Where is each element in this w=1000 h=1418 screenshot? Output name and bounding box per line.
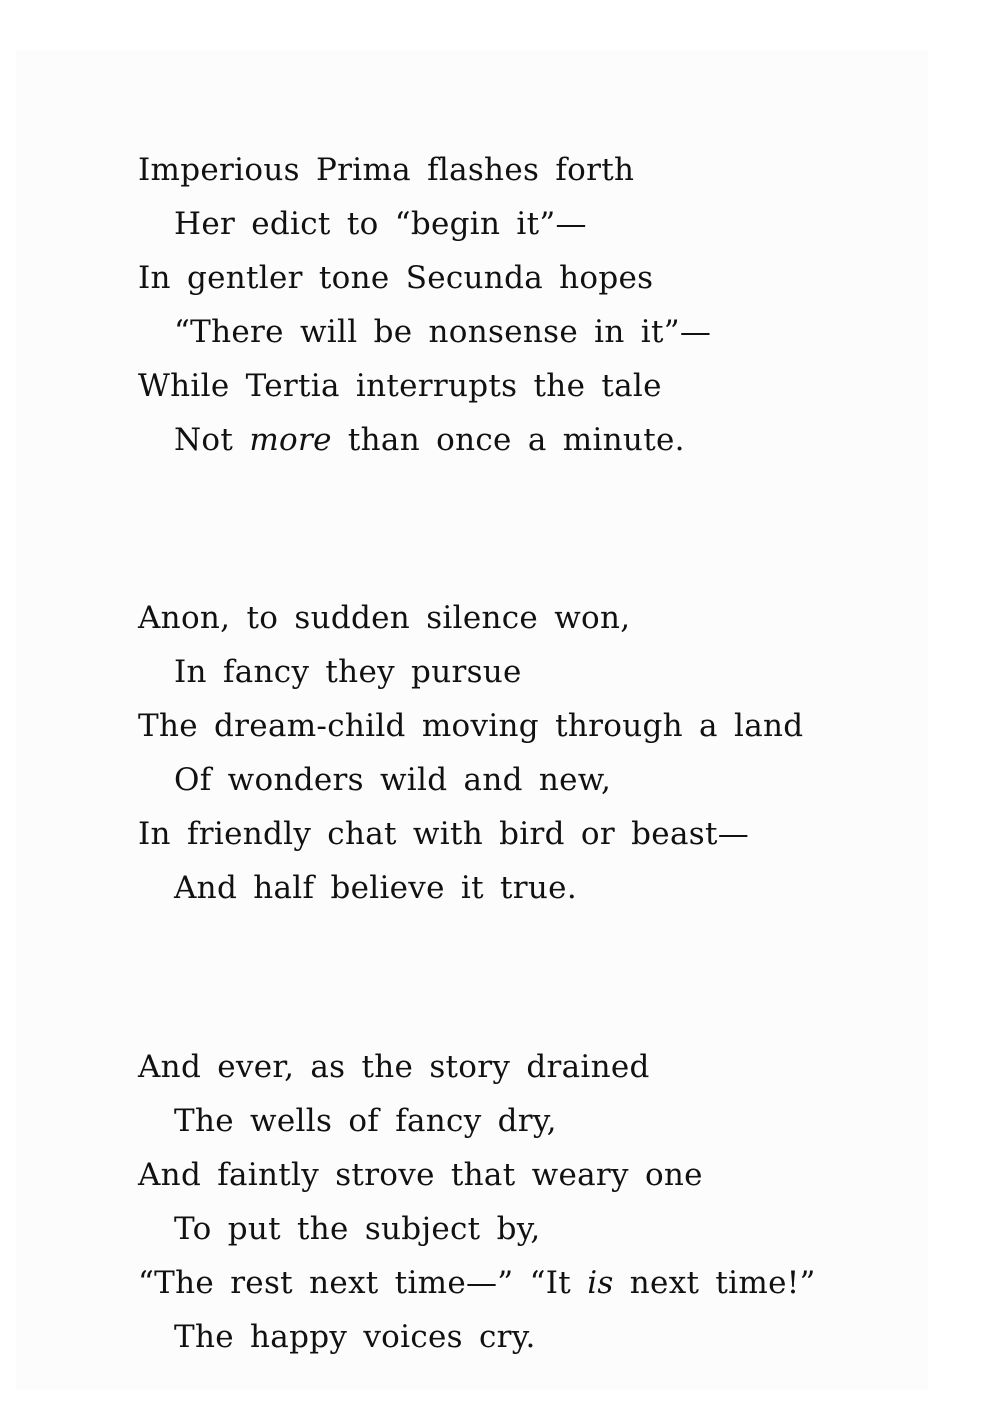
verse-line: The happy voices cry. — [174, 1319, 536, 1355]
verse-line: And ever, as the story drained — [138, 1049, 650, 1085]
verse-line: And faintly strove that weary one — [138, 1157, 703, 1193]
verse-line: Her edict to “begin it”— — [174, 206, 587, 242]
book-page — [16, 50, 928, 1390]
verse-line: The dream-child moving through a land — [138, 708, 804, 744]
verse-line: Anon, to sudden silence won, — [138, 600, 631, 636]
verse-line: In friendly chat with bird or beast— — [138, 816, 750, 852]
verse-line: Imperious Prima flashes forth — [138, 152, 635, 188]
verse-line: “The rest next time—” “It is next time!” — [138, 1265, 816, 1301]
verse-line: In fancy they pursue — [174, 654, 522, 690]
verse-line: Not more than once a minute. — [174, 422, 685, 458]
verse-line: In gentler tone Secunda hopes — [138, 260, 654, 296]
stanza-3 — [138, 1040, 816, 1364]
verse-line: And half believe it true. — [174, 870, 577, 906]
emphasis: is — [587, 1265, 614, 1301]
verse-line: While Tertia interrupts the tale — [138, 368, 662, 404]
emphasis: more — [249, 422, 332, 458]
verse-line: “There will be nonsense in it”— — [174, 314, 712, 350]
verse-line: The wells of fancy dry, — [174, 1103, 557, 1139]
stanza-2 — [138, 591, 803, 915]
verse-line: To put the subject by, — [174, 1211, 541, 1247]
verse-line: Of wonders wild and new, — [174, 762, 612, 798]
stanza-1 — [138, 143, 711, 467]
